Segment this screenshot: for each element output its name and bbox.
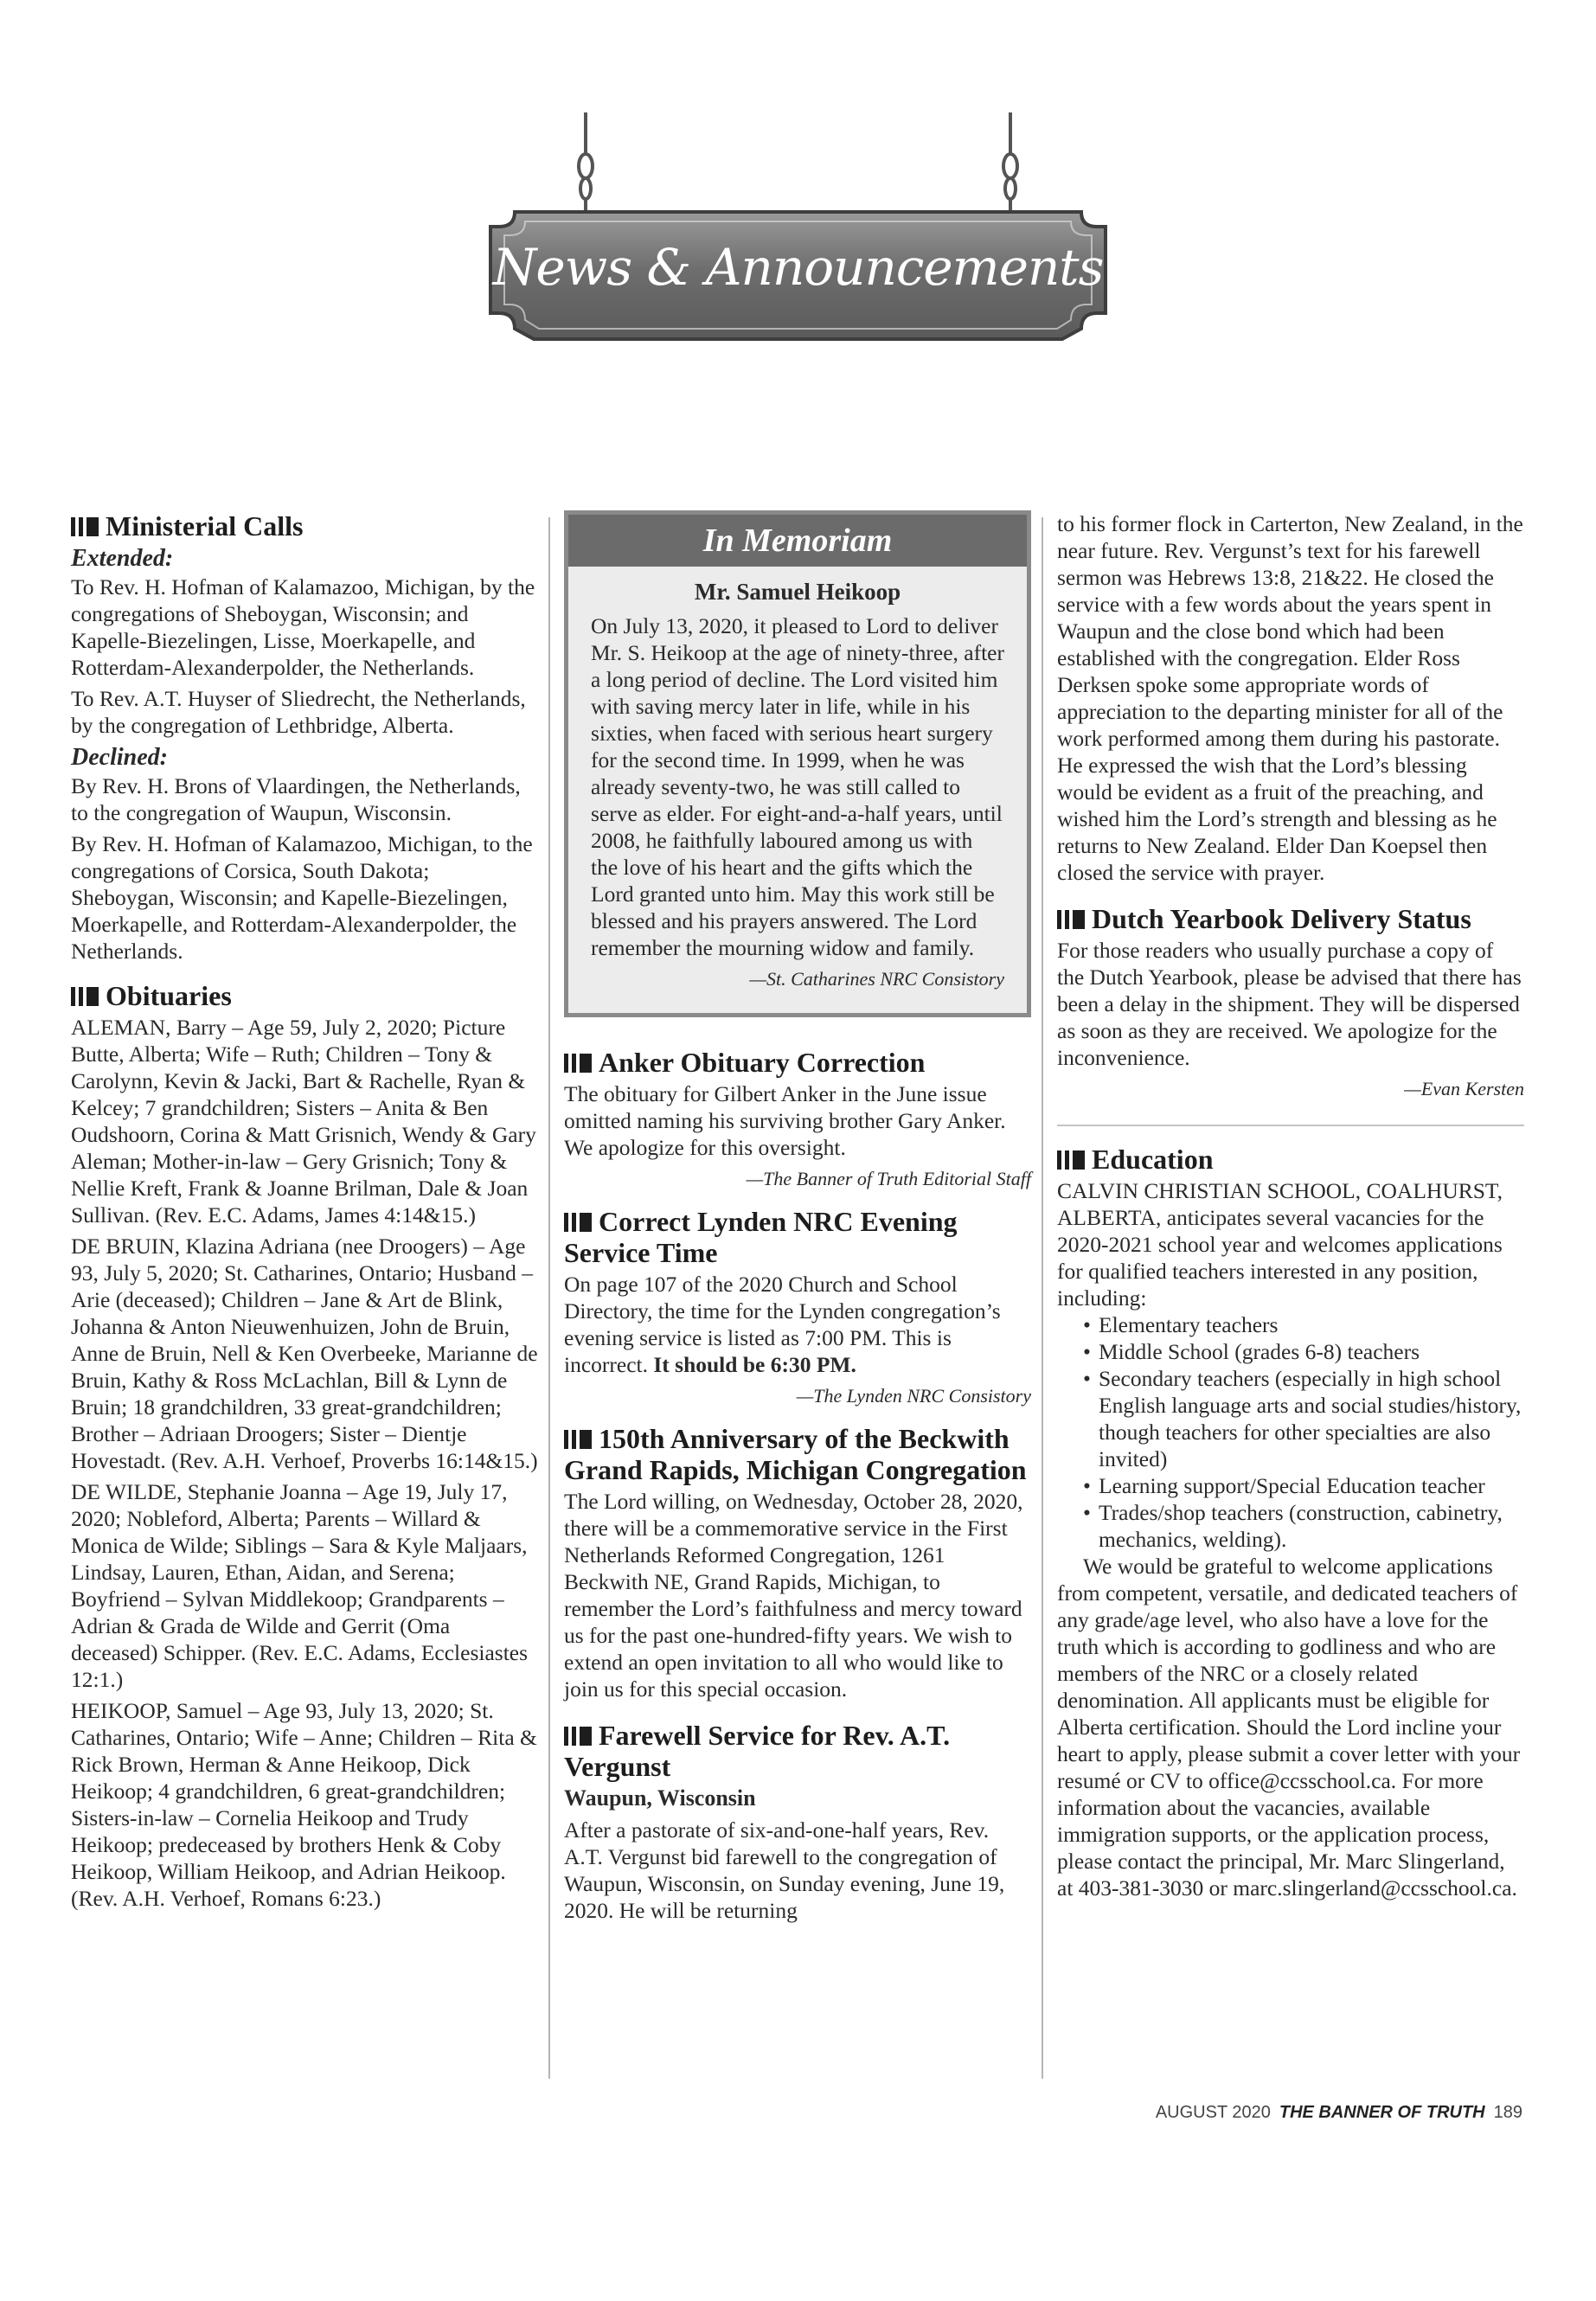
list-item: • Elementary teachers: [1083, 1311, 1524, 1338]
footer-publication: THE BANNER OF TRUTH: [1279, 2103, 1485, 2122]
footer-date: AUGUST 2020: [1155, 2103, 1271, 2122]
anker-signature: —The Banner of Truth Editorial Staff: [746, 1168, 1031, 1189]
yearbook-signature: —Evan Kersten: [1404, 1078, 1524, 1099]
lynden-correct-time: It should be 6:30 PM.: [653, 1352, 856, 1377]
section-bars-icon: [71, 517, 99, 536]
page-number: 189: [1493, 2103, 1522, 2122]
obituary-entry: ALEMAN, Barry – Age 59, July 2, 2020; Picture Butte, Alberta; Wife – Ruth; Children – Tony & Carolynn, Kevin & Jacki, Bart & Rachelle, Ryan & Kelcey; 7 grandchildren; Sisters – Anita & Ben Oudshoorn, Corina & Matt Grisnich, Wendy & Gary Aleman; Mother-in-law – Gery Grisnich; Tony & Nellie Kreft, Frank & Joanne Brilman, Dale & Joan Sullivan. (Rev. E.C. Adams, James 4:14&15.): [71, 1015, 536, 1227]
vacancy-list: [1057, 1311, 1524, 1553]
anker-text: The obituary for Gilbert Anker in the June issue omitted naming his surviving brother Gary Anker. We apologize for this oversight.: [564, 1081, 1006, 1160]
obituary-entry: DE BRUIN, Klazina Adriana (nee Droogers) – Age 93, July 5, 2020; St. Catharines, Ontario; Husband – Arie (deceased); Children – Jane & Art de Blink, Johanna & Anton Nieuwenhuizen, John de Bruin, Anne de Bruin, Nell & Ken Overbeeke, Marianne de Bruin, Kathy & Ross McLachlan, Bill & Lynn de Bruin; 18 grandchildren, 33 great-grandchildren; Brother – Adriaan Droogers; Sister – Dientje Hovestadt. (Rev. A.H. Verhoef, Proverbs 16:14&15.): [71, 1234, 538, 1473]
section-heading-ministerial: Ministerial Calls: [71, 510, 538, 542]
call-entry: By Rev. H. Hofman of Kalamazoo, Michigan, to the congregations of Corsica, South Dakota; Sheboygan, Wisconsin; and Kapelle-Biezelingen, Moerkapelle, and Rotterdam-Alexanderpolder, the Netherlands.: [71, 831, 533, 964]
page-footer: [865, 2103, 1522, 2123]
lynden-text: On page 107 of the 2020 Church and School Directory, the time for the Lynden congregation’s evening service is listed as 7:00 PM. This is incorrect. It should be 6:30 PM.: [564, 1272, 1001, 1377]
list-item: • Middle School (grades 6-8) teachers: [1083, 1338, 1524, 1365]
section-divider: [1057, 1125, 1524, 1126]
section-bars-icon: [564, 1213, 592, 1232]
memoriam-name: Mr. Samuel Heikoop: [694, 579, 901, 605]
section-bars-icon: [564, 1054, 592, 1073]
memoriam-text: On July 13, 2020, it pleased to Lord to deliver Mr. S. Heikoop at the age of ninety-three, after a long period of decline. The Lord visited him with saving mercy later in life, while in his sixties, when faced with serious heart surgery for the second time. In 1999, when he was already seventy-two, he was still called to serve as elder. For eight-and-a-half years, until 2008, he faithfully laboured among us with the love of his heart and the gifts which the Lord granted unto him. May this work still be blessed and his prayers answered. The Lord remember the mourning widow and family.: [591, 613, 1004, 960]
section-heading-lynden: Correct Lynden NRC Evening Service Time: [564, 1206, 958, 1268]
memoriam-heading: In Memoriam: [568, 515, 1027, 567]
column-2: [564, 510, 1031, 1928]
list-item: • Secondary teachers (especially in high school English language arts and social studies/history, though teachers for other specialties are also invited): [1083, 1365, 1524, 1472]
obituary-entry: HEIKOOP, Samuel – Age 93, July 13, 2020; St. Catharines, Ontario; Wife – Anne; Children – Rita & Rick Brown, Herman & Anne Heikoop, Dick Heikoop; 4 grandchildren, 6 great-grandchildren; Sisters-in-law – Cornelia Heikoop and Trudy Heikoop; predeceased by brothers Henk & Coby Heikoop, William Heikoop, and Adrian Heikoop. (Rev. A.H. Verhoef, Romans 6:23.): [71, 1698, 537, 1911]
memoriam-signature: —St. Catharines NRC Consistory: [749, 968, 1004, 990]
education-closing: We would be grateful to welcome applications from competent, versatile, and dedicated teachers of any grade/age level, who also have a love for the truth which is according to godliness and who are members of the NRC or a closely related denomination. All applicants must be eligible for Alberta certification. Should the Lord incline your heart to apply, please submit a cover letter with your resumé or CV to office@ccsschool.ca. For more information about the vacancies, available immigration supports, or the application process, please contact the principal, Mr. Marc Slingerland, at 403-381-3030 or marc.slingerland@ccsschool.ca.: [1057, 1554, 1521, 1900]
memoriam-box: [564, 510, 1031, 1017]
section-heading-education: Education: [1057, 1144, 1524, 1175]
call-entry: To Rev. A.T. Huyser of Sliedrecht, the Netherlands, by the congregation of Lethbridge, Alberta.: [71, 686, 526, 738]
list-item: • Trades/shop teachers (construction, cabinetry, mechanics, welding).: [1083, 1499, 1524, 1553]
column-divider: [1042, 517, 1043, 2079]
education-intro: CALVIN CHRISTIAN SCHOOL, COALHURST, ALBERTA, anticipates several vacancies for the 2020-2021 school year and welcomes applications for qualified teachers interested in any position, including:: [1057, 1178, 1503, 1311]
section-heading-obituaries: Obituaries: [71, 980, 538, 1011]
section-heading-anniversary: 150th Anniversary of the Beckwith Grand Rapids, Michigan Congregation: [564, 1423, 1027, 1485]
section-bars-icon: [564, 1430, 592, 1449]
page-title: News & Announcements: [492, 238, 1104, 297]
column-1: [71, 510, 538, 1916]
section-bars-icon: [71, 987, 99, 1006]
lynden-signature: —The Lynden NRC Consistory: [796, 1385, 1031, 1407]
call-entry: To Rev. H. Hofman of Kalamazoo, Michigan, by the congregations of Sheboygan, Wisconsin; and Kapelle-Biezelingen, Lisse, Moerkapelle, and Rotterdam-Alexanderpolder, the Netherlands.: [71, 574, 535, 680]
farewell-text-continued: to his former flock in Carterton, New Zealand, in the near future. Rev. Vergunst’s text for his farewell sermon was Hebrews 13:8, 21&22. He closed the service with a few words about the years spent in Waupun and the close bond which had been established with the congregation. Elder Ross Derksen spoke some appropriate words of appreciation to the departing minister for all of the work performed among them during his pastorate. He expressed the wish that the Lord’s blessing would be evident as a fruit of the preaching, and wished him the Lord’s strength and blessing as he returns to New Zealand. Elder Dan Koepsel then closed the service with prayer.: [1057, 511, 1523, 885]
obituary-entry: DE WILDE, Stephanie Joanna – Age 19, July 17, 2020; Nobleford, Alberta; Parents – Willard & Monica de Wilde; Siblings – Sara & Kyle Maljaars, Lindsay, Lauren, Ethan, Aidan, and Serena; Boyfriend – Sylvan Middlekoop; Grandparents – Adrian & Grada de Wilde and Gerrit (Oma deceased) Schipper. (Rev. E.C. Adams, Ecclesiastes 12:1.): [71, 1479, 529, 1692]
call-entry: By Rev. H. Brons of Vlaardingen, the Netherlands, to the congregation of Waupun, Wisconsin.: [71, 773, 521, 825]
section-heading-farewell: Farewell Service for Rev. A.T. Vergunst: [564, 1720, 951, 1782]
yearbook-text: For those readers who usually purchase a copy of the Dutch Yearbook, please be advised that there has been a delay in the shipment. They will be dispersed as soon as they are received. We apologize for the inconvenience.: [1057, 938, 1522, 1070]
farewell-subtitle: Waupun, Wisconsin: [564, 1785, 756, 1811]
header-sign: [480, 112, 1116, 363]
section-bars-icon: [1057, 910, 1085, 929]
farewell-text: After a pastorate of six-and-one-half years, Rev. A.T. Vergunst bid farewell to the congregation of Waupun, Wisconsin, on Sunday evening, June 19, 2020. He will be returning: [564, 1817, 1005, 1923]
column-3: [1057, 510, 1524, 1906]
extended-label: Extended:: [71, 545, 174, 572]
column-divider: [548, 517, 550, 2079]
anniversary-text: The Lord willing, on Wednesday, October 28, 2020, there will be a commemorative service in the First Netherlands Reformed Congregation, 1261 Beckwith NE, Grand Rapids, Michigan, to remember the Lord’s faithfulness and mercy toward us for the past one-hundred-fifty years. We wish to extend an open invitation to all who would like to join us for this special occasion.: [564, 1489, 1023, 1702]
declined-label: Declined:: [71, 744, 168, 771]
section-bars-icon: [564, 1727, 592, 1746]
list-item: • Learning support/Special Education teacher: [1083, 1472, 1524, 1499]
section-bars-icon: [1057, 1150, 1085, 1170]
section-heading-anker: Anker Obituary Correction: [564, 1047, 1031, 1078]
section-heading-yearbook: Dutch Yearbook Delivery Status: [1057, 903, 1524, 934]
